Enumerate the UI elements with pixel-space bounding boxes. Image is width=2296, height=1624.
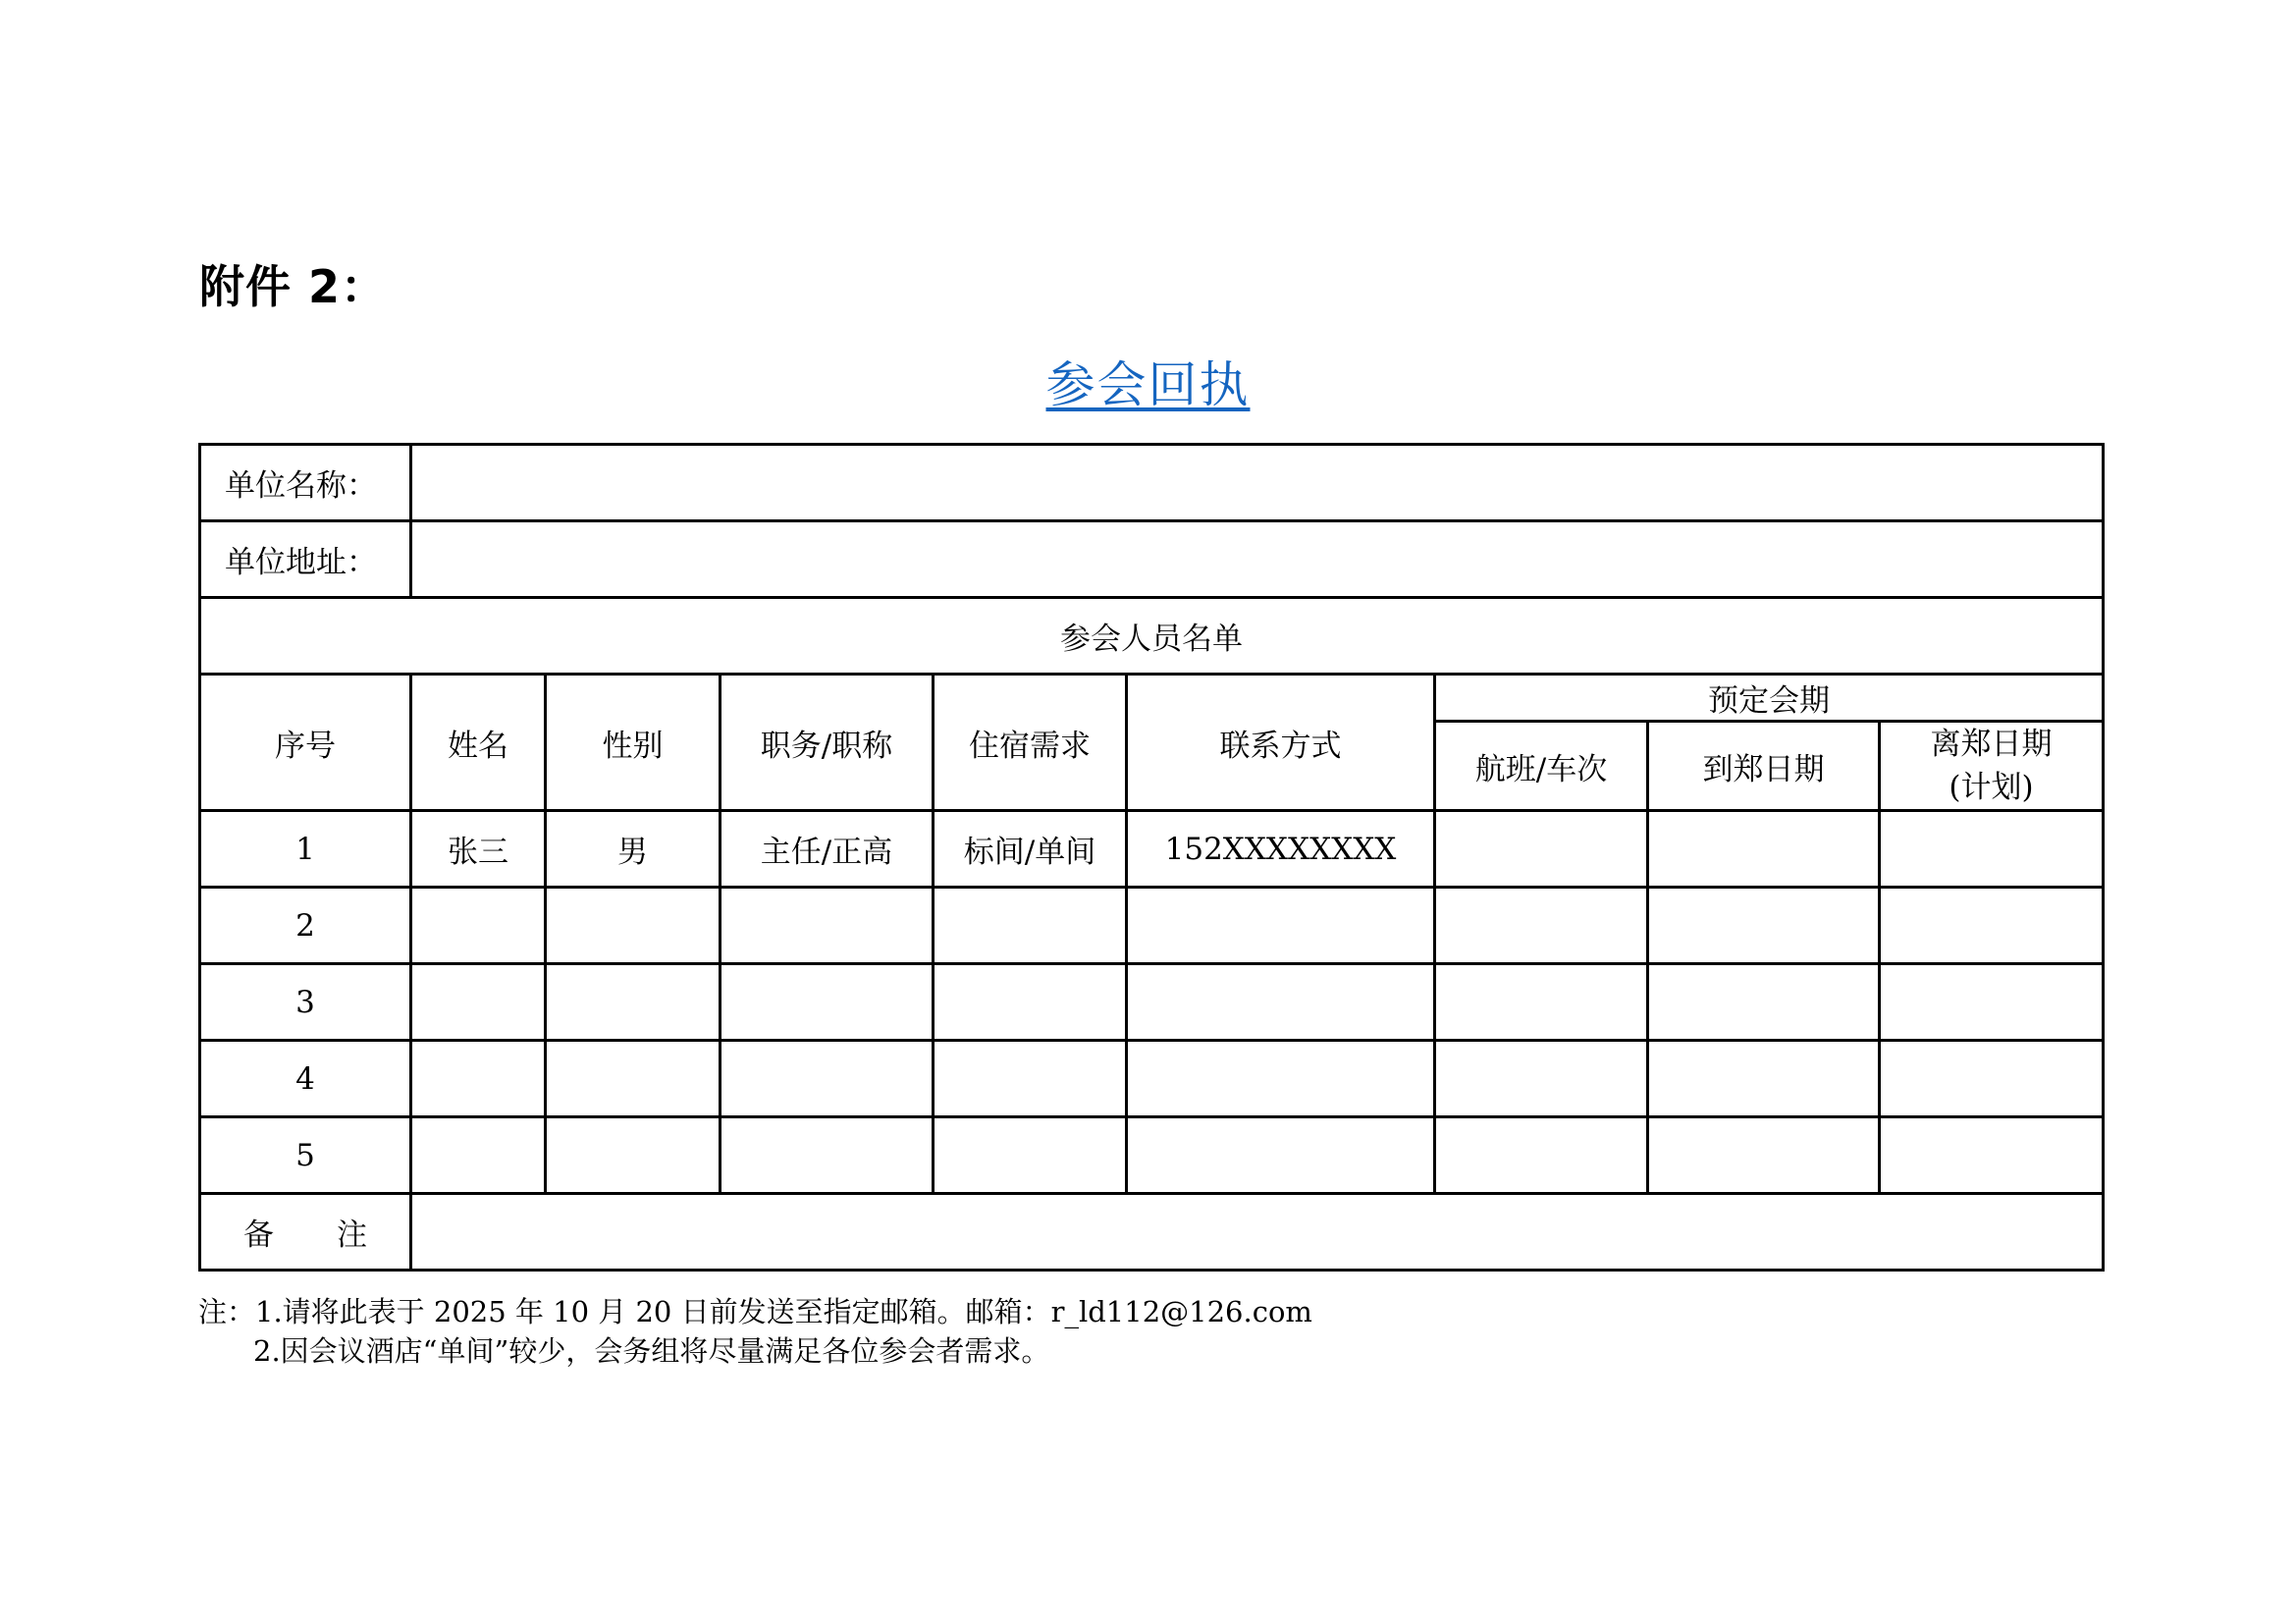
attendee-list-heading: 参会人员名单 xyxy=(200,598,2104,675)
column-header-departure-date xyxy=(1880,722,2104,811)
cell-position-title[interactable] xyxy=(721,964,934,1041)
cell-arrival-date[interactable] xyxy=(1648,964,1880,1041)
cell-flight-train[interactable] xyxy=(1435,1041,1648,1117)
note-line-1: 注：1.请将此表于 2025 年 10 月 20 日前发送至指定邮箱。邮箱：r_ld112@126.com xyxy=(198,1295,1312,1328)
column-header-gender: 性别 xyxy=(546,675,721,811)
table-row xyxy=(200,1117,2104,1194)
cell-name[interactable] xyxy=(411,1041,546,1117)
unit-name-label: 单位名称： xyxy=(200,445,411,521)
cell-departure-date[interactable] xyxy=(1880,811,2104,888)
attendee-list-heading-row xyxy=(200,598,2104,675)
cell-arrival-date[interactable] xyxy=(1648,1041,1880,1117)
table-row xyxy=(200,811,2104,888)
cell-name[interactable]: 张三 xyxy=(411,811,546,888)
remarks-label-char-1: 备 xyxy=(243,1218,274,1253)
cell-position-title[interactable] xyxy=(721,1041,934,1117)
cell-name[interactable] xyxy=(411,964,546,1041)
cell-gender[interactable] xyxy=(546,1117,721,1194)
remarks-field[interactable] xyxy=(411,1194,2104,1271)
remarks-row xyxy=(200,1194,2104,1271)
cell-position-title[interactable] xyxy=(721,1117,934,1194)
cell-departure-date[interactable] xyxy=(1880,888,2104,964)
cell-position-title[interactable] xyxy=(721,888,934,964)
cell-contact[interactable] xyxy=(1127,964,1435,1041)
cell-flight-train[interactable] xyxy=(1435,888,1648,964)
unit-address-field[interactable] xyxy=(411,521,2104,598)
table-row xyxy=(200,964,2104,1041)
cell-contact[interactable] xyxy=(1127,888,1435,964)
cell-arrival-date[interactable] xyxy=(1648,888,1880,964)
column-header-arrival-date: 到郑日期 xyxy=(1648,722,1880,811)
column-header-name: 姓名 xyxy=(411,675,546,811)
cell-departure-date[interactable] xyxy=(1880,1117,2104,1194)
cell-gender[interactable]: 男 xyxy=(546,811,721,888)
table-row xyxy=(200,1041,2104,1117)
unit-address-label: 单位地址： xyxy=(200,521,411,598)
note-line-2: 2.因会议酒店“单间”较少，会务组将尽量满足各位参会者需求。 xyxy=(253,1334,1050,1368)
cell-accommodation[interactable] xyxy=(934,964,1127,1041)
cell-accommodation[interactable] xyxy=(934,1117,1127,1194)
unit-address-row xyxy=(200,521,2104,598)
cell-accommodation[interactable]: 标间/单间 xyxy=(934,811,1127,888)
column-header-index: 序号 xyxy=(200,675,411,811)
registration-form-table xyxy=(198,443,2105,1272)
cell-name[interactable] xyxy=(411,1117,546,1194)
cell-index: 2 xyxy=(200,888,411,964)
page-title-text: 参会回执 xyxy=(1045,356,1251,413)
cell-arrival-date[interactable] xyxy=(1648,811,1880,888)
departure-date-planned-label: (计划) xyxy=(1949,770,2034,805)
cell-name[interactable] xyxy=(411,888,546,964)
cell-gender[interactable] xyxy=(546,1041,721,1117)
cell-position-title[interactable]: 主任/正高 xyxy=(721,811,934,888)
cell-departure-date[interactable] xyxy=(1880,1041,2104,1117)
cell-accommodation[interactable] xyxy=(934,1041,1127,1117)
column-header-accommodation: 住宿需求 xyxy=(934,675,1127,811)
table-row xyxy=(200,888,2104,964)
cell-gender[interactable] xyxy=(546,964,721,1041)
column-header-flight-train: 航班/车次 xyxy=(1435,722,1648,811)
cell-flight-train[interactable] xyxy=(1435,964,1648,1041)
column-header-position-title: 职务/职称 xyxy=(721,675,934,811)
cell-gender[interactable] xyxy=(546,888,721,964)
cell-contact[interactable] xyxy=(1127,1041,1435,1117)
cell-contact[interactable]: 152XXXXXXXX xyxy=(1127,811,1435,888)
unit-name-row xyxy=(200,445,2104,521)
column-header-contact: 联系方式 xyxy=(1127,675,1435,811)
column-header-schedule-group: 预定会期 xyxy=(1435,675,2104,722)
cell-accommodation[interactable] xyxy=(934,888,1127,964)
cell-index: 1 xyxy=(200,811,411,888)
notes-section xyxy=(198,1292,1312,1371)
departure-date-label: 离郑日期 xyxy=(1930,727,2053,762)
cell-index: 3 xyxy=(200,964,411,1041)
cell-contact[interactable] xyxy=(1127,1117,1435,1194)
remarks-label xyxy=(200,1194,411,1271)
cell-arrival-date[interactable] xyxy=(1648,1117,1880,1194)
remarks-label-char-2: 注 xyxy=(337,1218,367,1253)
page-title xyxy=(0,353,2296,416)
cell-flight-train[interactable] xyxy=(1435,811,1648,888)
attachment-heading: 附件 2： xyxy=(199,260,388,313)
cell-index: 5 xyxy=(200,1117,411,1194)
cell-flight-train[interactable] xyxy=(1435,1117,1648,1194)
cell-index: 4 xyxy=(200,1041,411,1117)
cell-departure-date[interactable] xyxy=(1880,964,2104,1041)
unit-name-field[interactable] xyxy=(411,445,2104,521)
column-header-row-1 xyxy=(200,675,2104,722)
